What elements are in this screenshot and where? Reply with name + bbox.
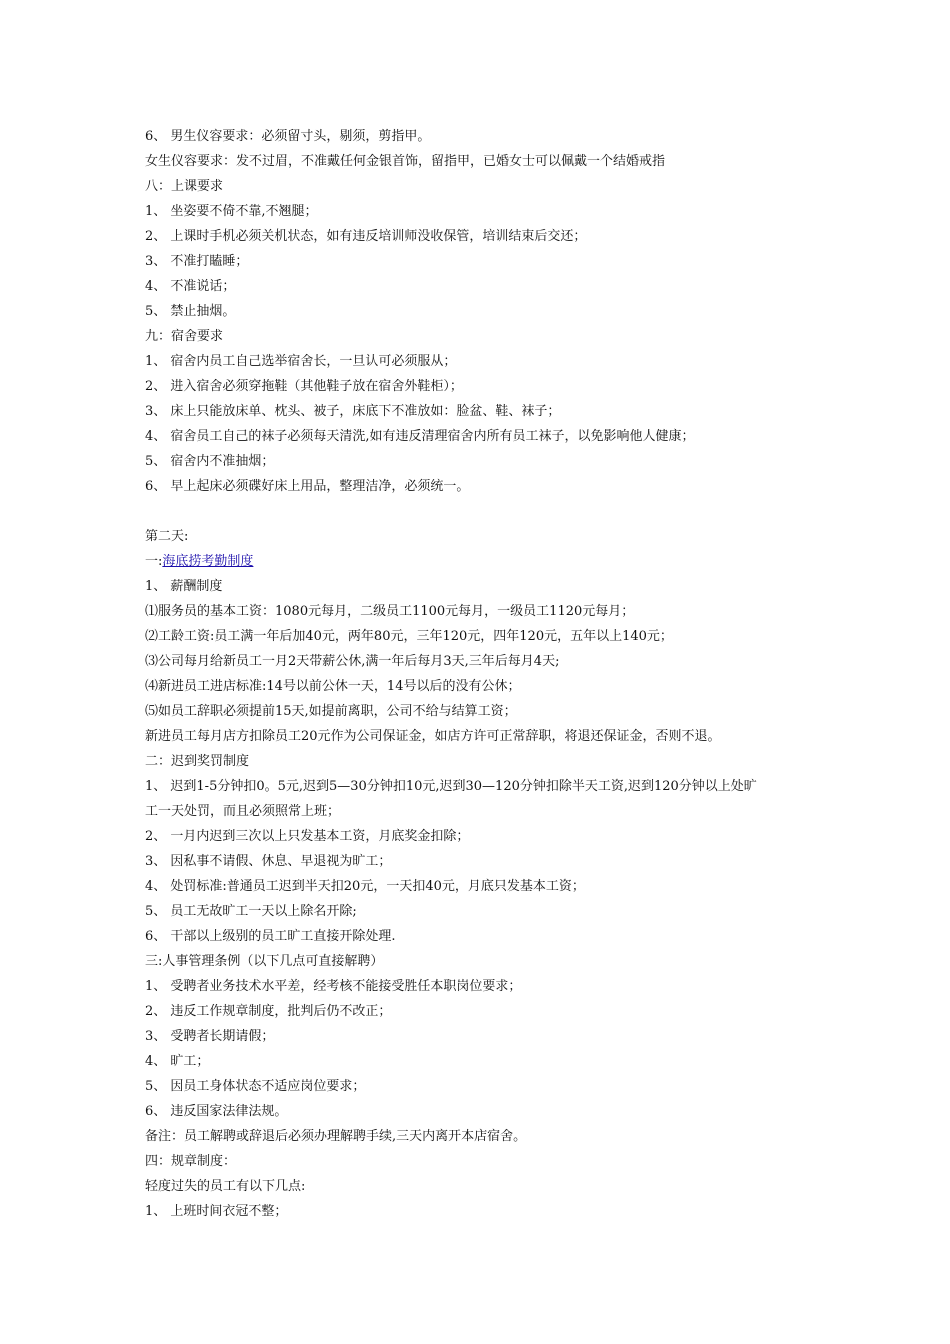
document-line: 1、 宿舍内员工自己选举宿舍长，一旦认可必须服从； xyxy=(145,354,457,369)
document-line: 女生仪容要求：发不过眉，不准戴任何金银首饰，留指甲，已婚女士可以佩戴一个结婚戒指 xyxy=(145,154,666,169)
document-line: 6、 早上起床必须碟好床上用品，整理洁净，必须统一。 xyxy=(145,479,470,494)
document-line: 3、 受聘者长期请假； xyxy=(145,1029,275,1044)
blank-line xyxy=(145,499,845,524)
document-line: 3、 因私事不请假、休息、早退视为旷工； xyxy=(145,854,392,869)
document-line: 5、 禁止抽烟。 xyxy=(145,304,236,319)
document-line: 1、 坐姿要不倚不靠,不翘腿； xyxy=(145,204,318,219)
document-line: 新进员工每月店方扣除员工20元作为公司保证金，如店方许可正常辞职，将退还保证金，否则不退。 xyxy=(145,729,721,744)
document-line: 2、 进入宿舍必须穿拖鞋（其他鞋子放在宿舍外鞋柜）； xyxy=(145,379,463,394)
document-line: 6、 干部以上级别的员工旷工直接开除处理. xyxy=(145,929,396,944)
document-line: ⑸如员工辞职必须提前15天,如提前离职，公司不给与结算工资； xyxy=(145,704,517,719)
document-line: 4、 旷工； xyxy=(145,1054,210,1069)
document-line: 1、 上班时间衣冠不整； xyxy=(145,1204,288,1219)
document-line: 6、 违反国家法律法规。 xyxy=(145,1104,288,1119)
document-line: 3、 床上只能放床单、枕头、被子，床底下不准放如：脸盆、鞋、袜子； xyxy=(145,404,561,419)
document-line: 4、 宿舍员工自己的袜子必须每天清洗,如有违反清理宿舍内所有员工袜子，以免影响他人健康； xyxy=(145,429,695,444)
section1-prefix: 一: xyxy=(145,554,163,569)
document-line: 八：上课要求 xyxy=(145,179,224,194)
document-line: 备注：员工解聘或辞退后必须办理解聘手续,三天内离开本店宿舍。 xyxy=(145,1129,527,1144)
document-line: ⑵工龄工资:员工满一年后加40元，两年80元，三年120元，四年120元，五年以上140元； xyxy=(145,629,673,644)
document-line: 2、 上课时手机必须关机状态，如有违反培训师没收保管，培训结束后交还； xyxy=(145,229,587,244)
document-line: ⑶公司每月给新员工一月2天带薪公休,满一年后每月3天,三年后每月4天; xyxy=(145,654,560,669)
document-line: 1、 薪酬制度 xyxy=(145,579,223,594)
document-line: 4、 不准说话； xyxy=(145,279,236,294)
document-line: 九：宿舍要求 xyxy=(145,329,224,344)
document-line: 轻度过失的员工有以下几点: xyxy=(145,1179,306,1194)
document-line: 四：规章制度： xyxy=(145,1154,237,1169)
document-line: 二：迟到奖罚制度 xyxy=(145,754,250,769)
document-body xyxy=(145,124,845,1224)
document-line: ⑴服务员的基本工资：1080元每月，二级员工1100元每月，一级员工1120元每月； xyxy=(145,604,635,619)
day2-heading: 第二天: xyxy=(145,529,189,544)
rules-block-day1 xyxy=(145,124,845,499)
document-line: 5、 宿舍内不准抽烟； xyxy=(145,454,275,469)
document-line: 工一天处罚，而且必须照常上班； xyxy=(145,804,341,819)
document-line: 5、 员工无故旷工一天以上除名开除; xyxy=(145,904,357,919)
document-line: 三:人事管理条例（以下几点可直接解聘） xyxy=(145,954,384,969)
document-line: 2、 违反工作规章制度，批判后仍不改正； xyxy=(145,1004,392,1019)
section1-heading xyxy=(145,549,845,574)
document-line: 1、 迟到1-5分钟扣0。5元,迟到5—30分钟扣10元,迟到30—120分钟扣除半天工资,迟到120分钟以上处旷 xyxy=(145,779,757,794)
document-line: 3、 不准打瞌睡； xyxy=(145,254,249,269)
document-line: ⑷新进员工进店标准:14号以前公休一天，14号以后的没有公休； xyxy=(145,679,521,694)
document-line: 5、 因员工身体状态不适应岗位要求； xyxy=(145,1079,366,1094)
document-line: 6、 男生仪容要求：必须留寸头，剔须，剪指甲。 xyxy=(145,129,431,144)
rules-block-day2 xyxy=(145,574,845,1224)
attendance-policy-link[interactable]: 海底捞考勤制度 xyxy=(162,554,254,569)
document-line: 2、 一月内迟到三次以上只发基本工资，月底奖金扣除； xyxy=(145,829,470,844)
document-line: 4、 处罚标准:普通员工迟到半天扣20元，一天扣40元，月底只发基本工资； xyxy=(145,879,585,894)
document-line: 1、 受聘者业务技术水平差，经考核不能接受胜任本职岗位要求； xyxy=(145,979,522,994)
